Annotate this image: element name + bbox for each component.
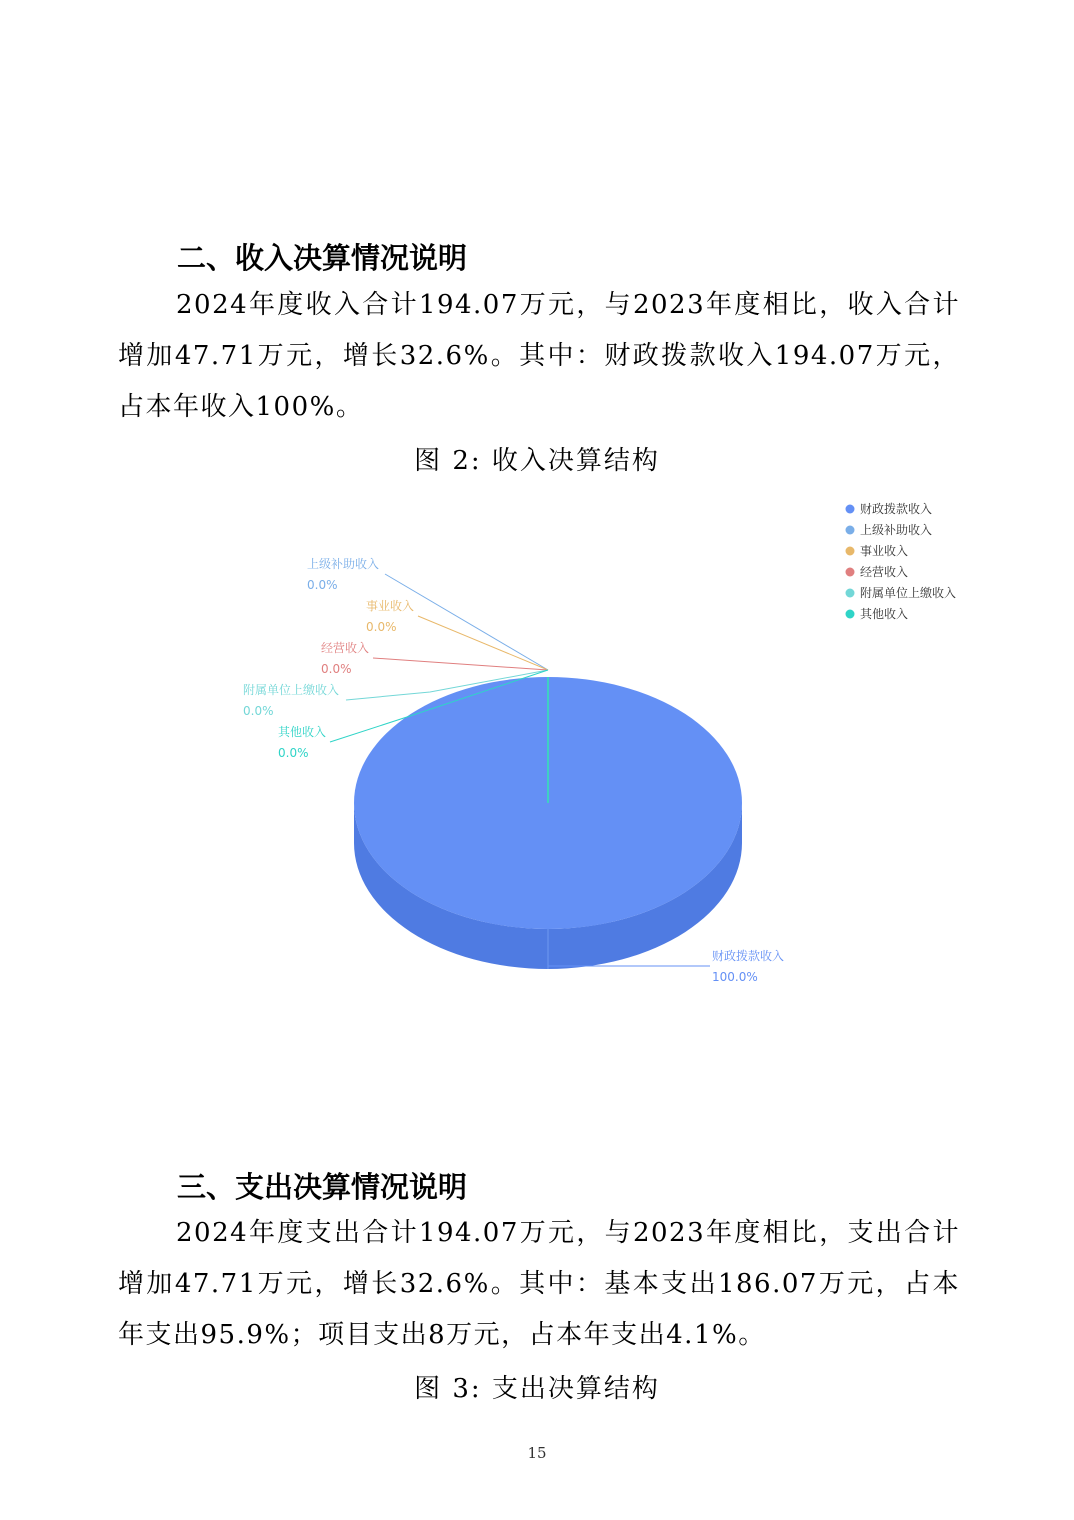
legend-label-0: 财政拨款收入 (860, 502, 933, 516)
pie-label-value-2: 0.0% (366, 620, 397, 634)
figure3-caption: 图 3: 支出决算结构 (414, 1374, 660, 1404)
pie-label-name-1: 上级补助收入 (307, 557, 380, 571)
legend-marker-4 (846, 589, 855, 598)
leader-line-3 (373, 658, 548, 670)
section2-body: 2024年度收入合计194.07万元，与2023年度相比，收入合计增加47.71万元，增长32.6%。其中：财政拨款收入194.07万元，占本年收入100%。 (118, 290, 960, 422)
pie-label-value-4: 0.0% (243, 704, 274, 718)
pie-label-name-0: 财政拨款收入 (712, 949, 785, 963)
legend-marker-5 (846, 610, 855, 619)
pie-label-value-3: 0.0% (321, 662, 352, 676)
legend-label-4: 附属单位上缴收入 (860, 586, 957, 600)
legend-marker-2 (846, 547, 855, 556)
pie-label-name-3: 经营收入 (321, 641, 370, 655)
pie-label-name-5: 其他收入 (278, 725, 327, 739)
section3-heading: 三、支出决算情况说明 (177, 1170, 468, 1204)
figure2-caption: 图 2: 收入决算结构 (414, 446, 660, 476)
pie-label-value-0: 100.0% (712, 970, 758, 984)
legend-marker-0 (846, 505, 855, 514)
page-number: 15 (527, 1444, 547, 1462)
legend-label-3: 经营收入 (860, 565, 909, 579)
legend-marker-3 (846, 568, 855, 577)
pie-label-value-1: 0.0% (307, 578, 338, 592)
section2-heading: 二、收入决算情况说明 (177, 241, 468, 275)
chart-legend (846, 501, 957, 621)
leader-line-2 (418, 616, 548, 670)
income-pie-chart (0, 480, 1074, 1020)
section3-body: 2024年度支出合计194.07万元，与2023年度相比，支出合计增加47.71万元，增长32.6%。其中：基本支出186.07万元，占本年支出95.9%；项目支出8万元，占本年支出4.1%。 (118, 1218, 960, 1350)
legend-label-2: 事业收入 (860, 544, 909, 558)
legend-marker-1 (846, 526, 855, 535)
legend-label-1: 上级补助收入 (860, 523, 933, 537)
pie-body (354, 677, 742, 969)
legend-label-5: 其他收入 (860, 607, 909, 621)
pie-label-name-2: 事业收入 (366, 599, 415, 613)
pie-label-value-5: 0.0% (278, 746, 309, 760)
leader-line-1 (385, 574, 548, 670)
pie-label-name-4: 附属单位上缴收入 (243, 683, 340, 697)
